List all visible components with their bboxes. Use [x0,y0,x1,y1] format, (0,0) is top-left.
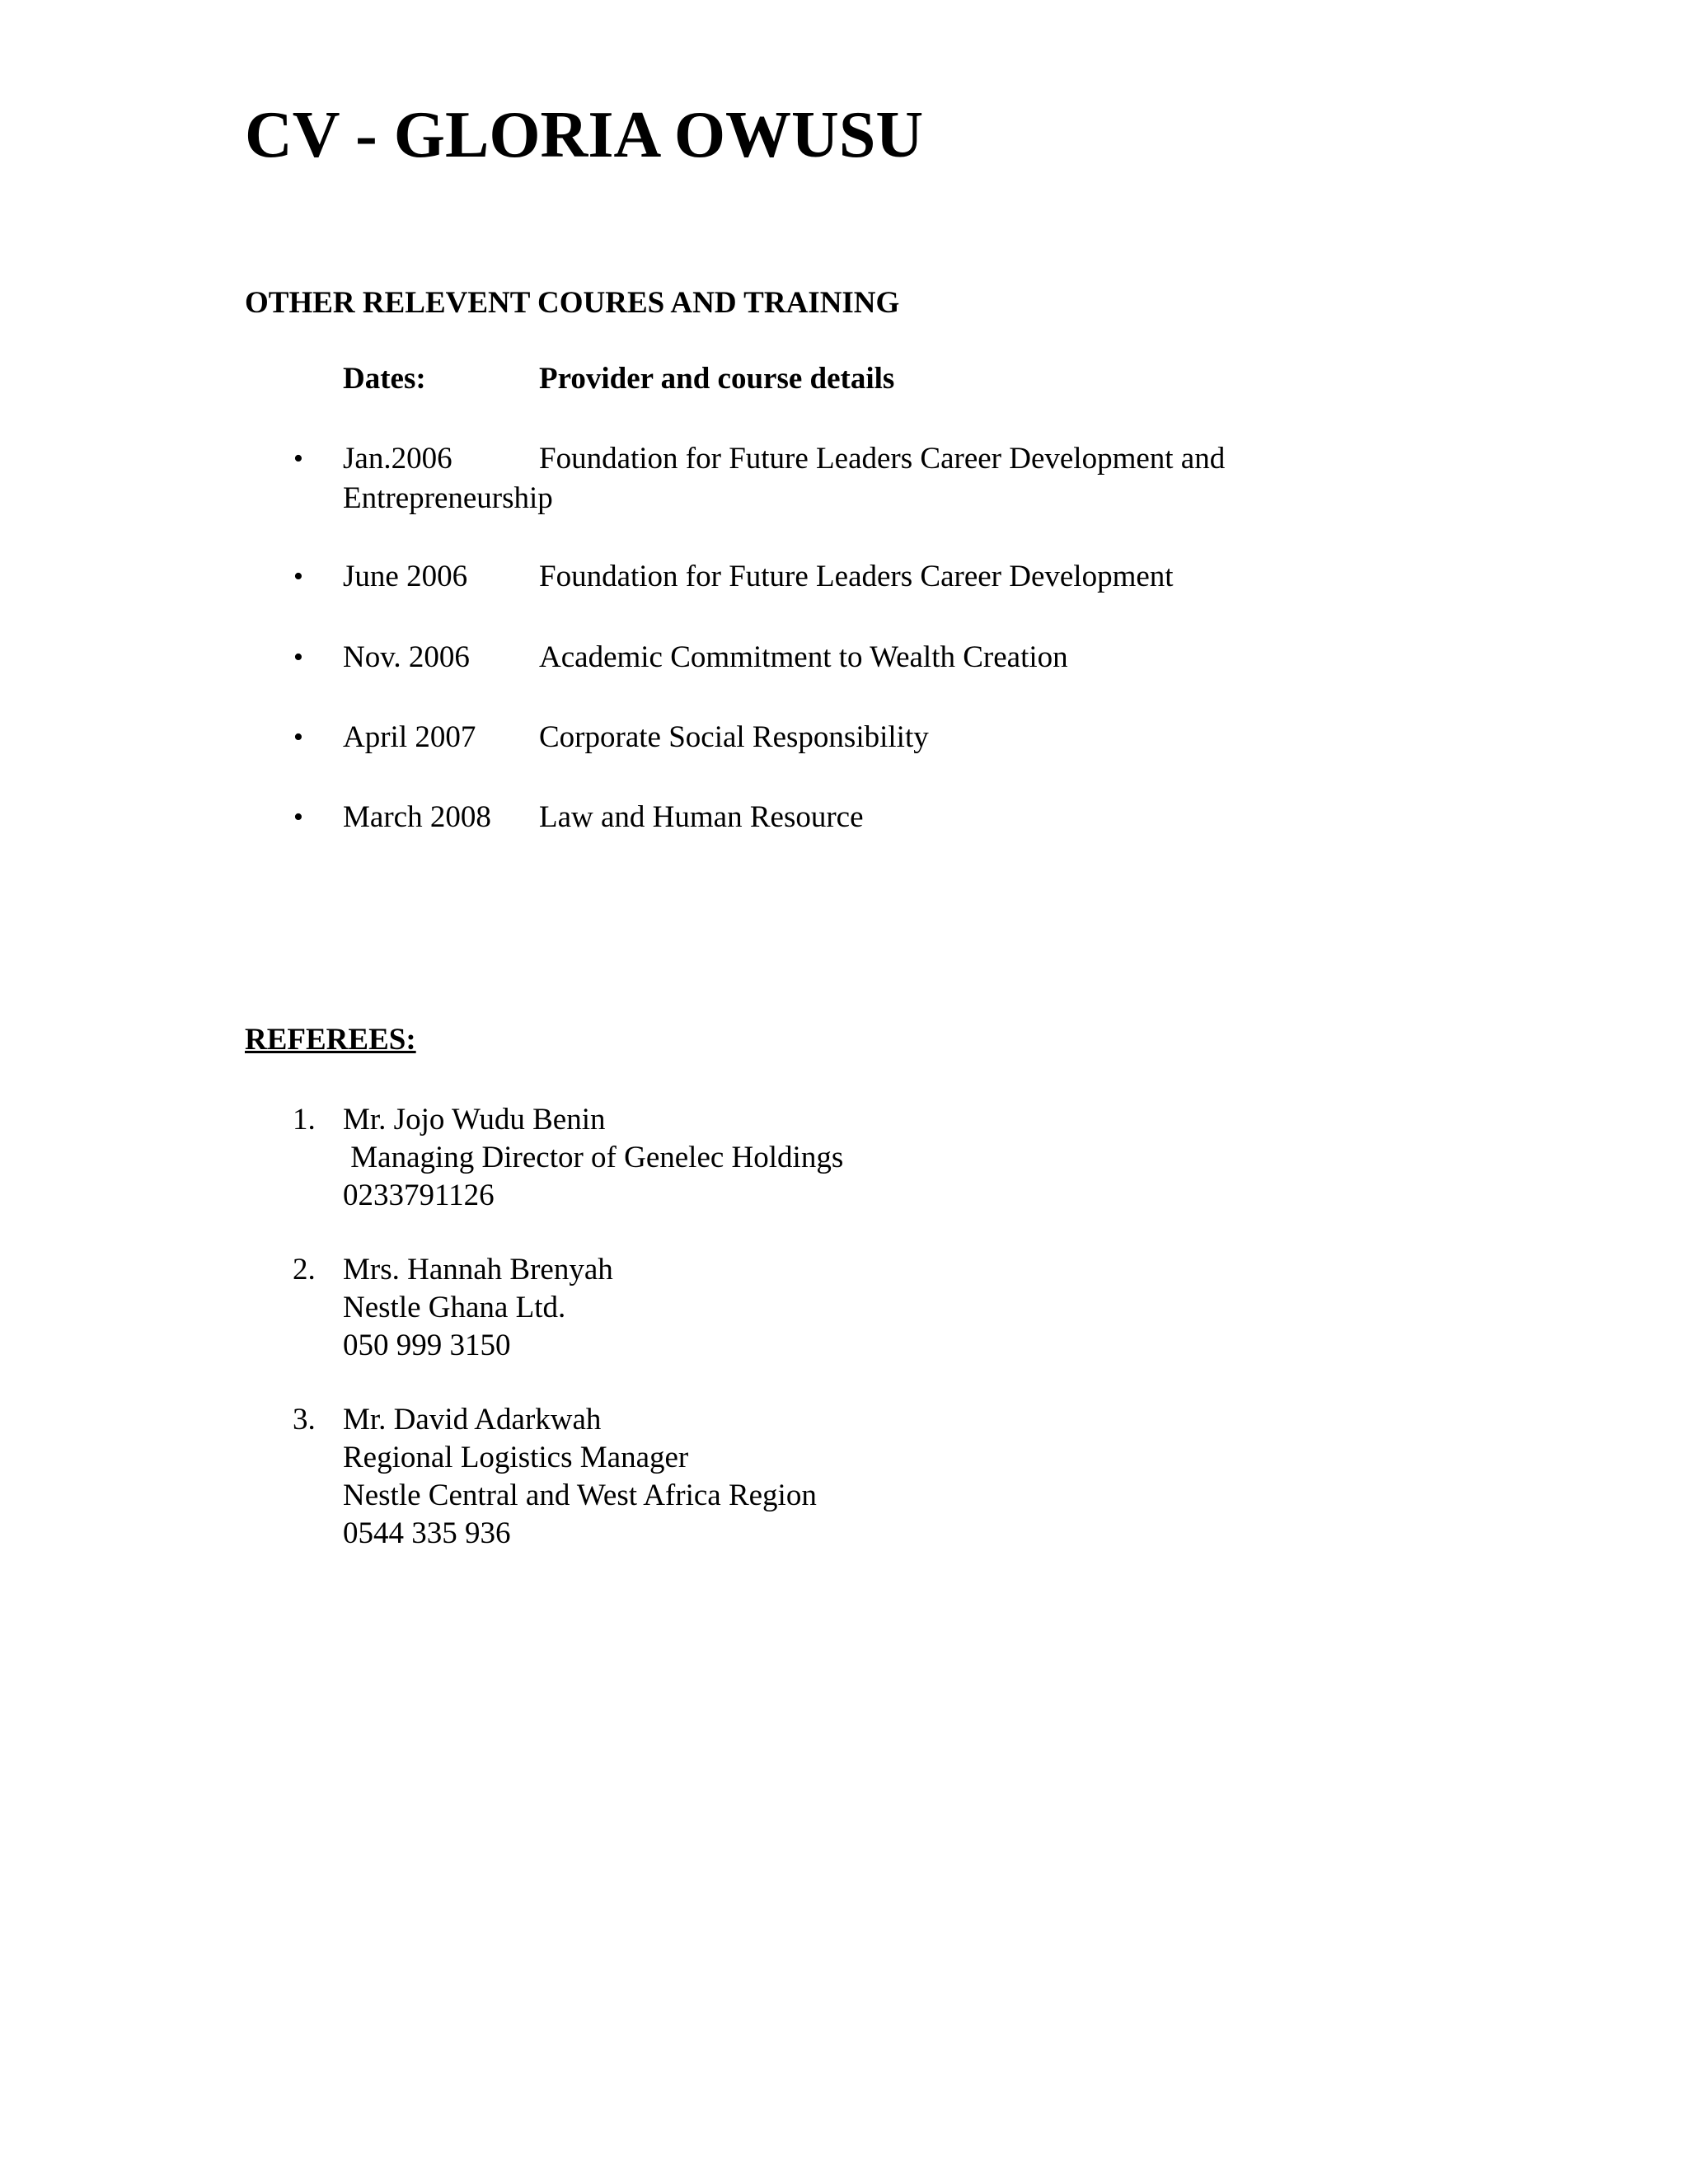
course-date: March 2008 [343,800,491,834]
referee-position: Managing Director of Genelec Holdings [343,1141,844,1174]
courses-section-heading: OTHER RELEVENT COURES AND TRAINING [245,286,900,320]
course-detail: Foundation for Future Leaders Career Development and Entrepreneurship [343,442,1226,515]
course-date: Nov. 2006 [343,640,470,674]
referee-number: 2. [293,1253,316,1286]
bullet-icon: • [293,802,303,832]
course-date: Jan.2006 [343,442,452,476]
details-column-header: Provider and course details [539,362,895,396]
referee-phone: 0544 335 936 [343,1516,511,1550]
bullet-icon: • [293,642,303,673]
referee-organization: Nestle Central and West Africa Region [343,1479,817,1512]
bullet-icon: • [293,722,303,752]
referee-name: Mr. Jojo Wudu Benin [343,1103,606,1137]
referee-organization: Nestle Ghana Ltd. [343,1291,566,1324]
referee-number: 1. [293,1103,316,1137]
course-detail: Foundation for Future Leaders Career Development [539,560,1174,593]
course-detail: Law and Human Resource [539,800,864,834]
course-detail: Corporate Social Responsibility [539,720,929,754]
referee-details [343,1401,817,1553]
referee-phone: 050 999 3150 [343,1329,511,1362]
referee-name: Mrs. Hannah Brenyah [343,1253,613,1286]
course-detail: Academic Commitment to Wealth Creation [539,640,1068,674]
dates-column-header: Dates: [343,362,426,396]
course-date: April 2007 [343,720,476,754]
referee-details [343,1101,843,1215]
document-title: CV - GLORIA OWUSU [245,99,924,171]
referee-name: Mr. David Adarkwah [343,1403,602,1436]
referee-details [343,1251,613,1365]
bullet-icon: • [293,561,303,592]
course-date: June 2006 [343,560,468,593]
bullet-icon: • [293,443,303,474]
referee-number: 3. [293,1403,316,1436]
referees-section-heading: REFEREES: [245,1023,416,1057]
referee-position: Regional Logistics Manager [343,1441,689,1474]
referee-phone: 0233791126 [343,1179,495,1212]
